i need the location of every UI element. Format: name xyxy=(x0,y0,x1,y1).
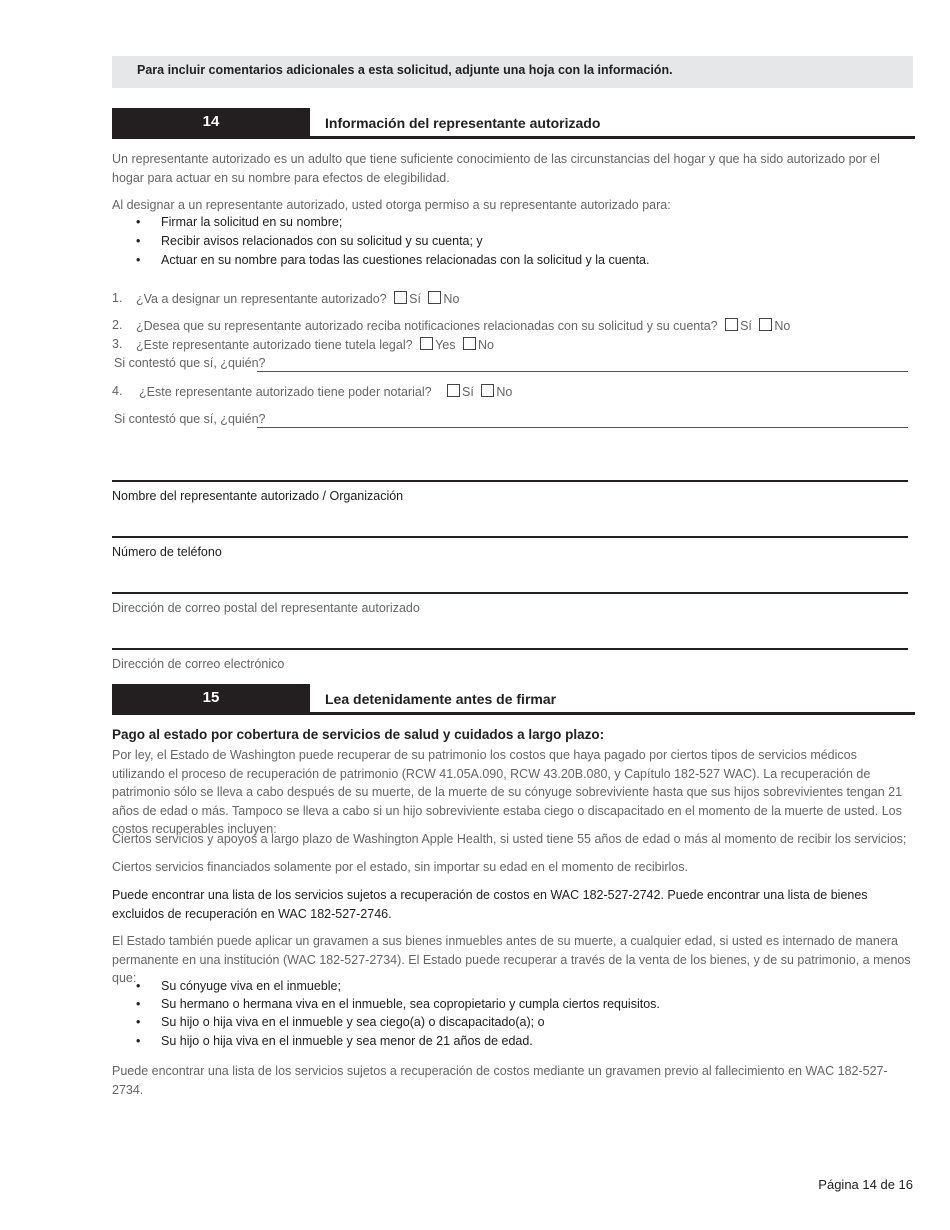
question-1 xyxy=(112,291,892,309)
question-number: 2. xyxy=(112,318,123,332)
mail-address-input[interactable] xyxy=(112,592,908,594)
list-item xyxy=(136,1015,896,1033)
bullet-mark: • xyxy=(136,234,141,248)
exception-text: Su hijo o hija viva en el inmueble y sea menor de 21 años de edad. xyxy=(161,1034,533,1048)
name-org-input[interactable] xyxy=(112,480,908,482)
poa-who-row xyxy=(114,412,910,430)
exception-text: Su hijo o hija viva en el inmueble y sea ciego(a) o discapacitado(a); o xyxy=(161,1015,545,1029)
option-yes-label: Yes xyxy=(435,338,456,352)
wac-lists-paragraph: Puede encontrar una lista de los servicios sujetos a recuperación de costos en WAC 182-527-2742. Puede encontrar una lista de bienes excluidos de recuperación en WAC 182-527-2746. xyxy=(112,888,868,921)
list-item xyxy=(136,215,896,233)
option-no-label: No xyxy=(443,292,460,306)
bullet-mark: • xyxy=(136,1034,141,1048)
lien-list-paragraph: Puede encontrar una lista de los servicios sujetos a recuperación de costos mediante un gravamen previo al fallecimiento en WAC 182-527-2734. xyxy=(112,1064,888,1097)
question-text: ¿Desea que su representante autorizado reciba notificaciones relacionadas con su solicitud y su cuenta? xyxy=(136,319,718,333)
permission-text: Actuar en su nombre para todas las cuestiones relacionadas con la solicitud y la cuenta. xyxy=(161,253,650,267)
email-input[interactable] xyxy=(112,648,908,650)
list-item xyxy=(136,979,896,997)
exception-text: Su cónyuge viva en el inmueble; xyxy=(161,979,341,993)
additional-comments-note: Para incluir comentarios adicionales a esta solicitud, adjunte una hoja con la información. xyxy=(112,56,913,88)
phone-input[interactable] xyxy=(112,536,908,538)
email-label: Dirección de correo electrónico xyxy=(112,657,285,671)
list-item xyxy=(136,1034,896,1052)
if-yes-who-label: Si contestó que sí, ¿quién? xyxy=(114,412,266,426)
question-4 xyxy=(112,384,892,402)
option-yes-label: Sí xyxy=(409,292,421,306)
question-text: ¿Este representante autorizado tiene tutela legal? xyxy=(136,338,413,352)
checkbox-yes[interactable] xyxy=(420,337,433,350)
option-yes-label: Sí xyxy=(740,319,752,333)
section-15-subtitle: Pago al estado por cobertura de servicios de salud y cuidados a largo plazo: xyxy=(112,727,605,742)
bullet-mark: • xyxy=(136,1015,141,1029)
guardian-who-input[interactable] xyxy=(257,371,908,372)
phone-label: Número de teléfono xyxy=(112,545,222,559)
checkbox-no[interactable] xyxy=(759,318,772,331)
permission-text: Recibir avisos relacionados con su solicitud y su cuenta; y xyxy=(161,234,483,248)
section-number: 14 xyxy=(112,108,310,136)
list-item xyxy=(136,234,896,252)
option-no-label: No xyxy=(774,319,791,333)
question-number: 3. xyxy=(112,337,123,351)
bullet-mark: • xyxy=(136,253,141,267)
question-number: 4. xyxy=(112,384,123,398)
checkbox-no[interactable] xyxy=(463,337,476,350)
lien-paragraph: El Estado también puede aplicar un gravamen a sus bienes inmuebles antes de su muerte, a cualquier edad, si usted es internado de manera permanente en una institución (WAC 182-527-2734). El Estado puede recuperar a través de la venta de los bienes, y de su patrimonio, a menos que: xyxy=(112,934,911,985)
bullet-mark: • xyxy=(136,979,141,993)
checkbox-yes[interactable] xyxy=(447,384,460,397)
question-text: ¿Este representante autorizado tiene poder notarial? xyxy=(139,385,432,399)
designate-intro: Al designar a un representante autorizado, usted otorga permiso a su representante autorizado para: xyxy=(112,198,671,212)
poa-who-input[interactable] xyxy=(257,427,908,428)
mail-address-label: Dirección de correo postal del representante autorizado xyxy=(112,601,420,615)
bullet-mark: • xyxy=(136,997,141,1011)
permission-text: Firmar la solicitud en su nombre; xyxy=(161,215,343,229)
option-no-label: No xyxy=(496,385,513,399)
section-15-header xyxy=(112,684,915,715)
question-text: ¿Va a designar un representante autorizado? xyxy=(136,292,387,306)
section-title: Información del representante autorizado xyxy=(325,115,601,131)
section-number: 15 xyxy=(112,684,310,712)
exception-text: Su hermano o hermana viva en el inmueble, sea copropietario y cumpla ciertos requisitos. xyxy=(161,997,660,1011)
question-2 xyxy=(112,318,892,336)
checkbox-no[interactable] xyxy=(428,291,441,304)
estate-recovery-paragraph: Por ley, el Estado de Washington puede recuperar de su patrimonio los costos que haya pagado por ciertos tipos de servicios médicos utilizando el proceso de recuperación de patrimonio (RCW 41.05A.090, RCW 43.20B.080, y Capítulo 182-527 WAC). La recuperación de patrimonio sólo se lleva a cabo después de su muerte, de la muerte de su cónyuge sobreviviente hasta que sus hijos sobrevivientes tengan 21 años de edad o más. Tampoco se lleva a cabo si un hijo sobreviviente estaba ciego o discapacitado en el momento de la muerte de usted. Los costos recuperables incluyen: xyxy=(112,748,903,836)
name-org-label: Nombre del representante autorizado / Organización xyxy=(112,489,404,503)
page-number: Página 14 de 16 xyxy=(818,1177,913,1192)
checkbox-yes[interactable] xyxy=(394,291,407,304)
section-14-header xyxy=(112,108,915,139)
option-no-label: No xyxy=(477,338,494,352)
section-title: Lea detenidamente antes de firmar xyxy=(325,691,557,707)
question-number: 1. xyxy=(112,291,123,305)
ltc-services-paragraph: Ciertos servicios y apoyos a largo plazo de Washington Apple Health, si usted tiene 55 años de edad o más al momento de recibir los servicios; xyxy=(112,832,907,846)
bullet-mark: • xyxy=(136,215,141,229)
state-funded-paragraph: Ciertos servicios financiados solamente por el estado, sin importar su edad en el momento de recibirlos. xyxy=(112,860,688,874)
option-yes-label: Sí xyxy=(462,385,474,399)
if-yes-who-label: Si contestó que sí, ¿quién? xyxy=(114,356,266,370)
guardian-who-row xyxy=(114,356,910,374)
checkbox-yes[interactable] xyxy=(725,318,738,331)
list-item xyxy=(136,997,896,1015)
question-3 xyxy=(112,337,892,355)
section-14-intro: Un representante autorizado es un adulto que tiene suficiente conocimiento de las circunstancias del hogar y que ha sido autorizado por el hogar para actuar en su nombre para efectos de elegibilidad. xyxy=(112,152,880,185)
list-item xyxy=(136,253,896,271)
checkbox-no[interactable] xyxy=(481,384,494,397)
